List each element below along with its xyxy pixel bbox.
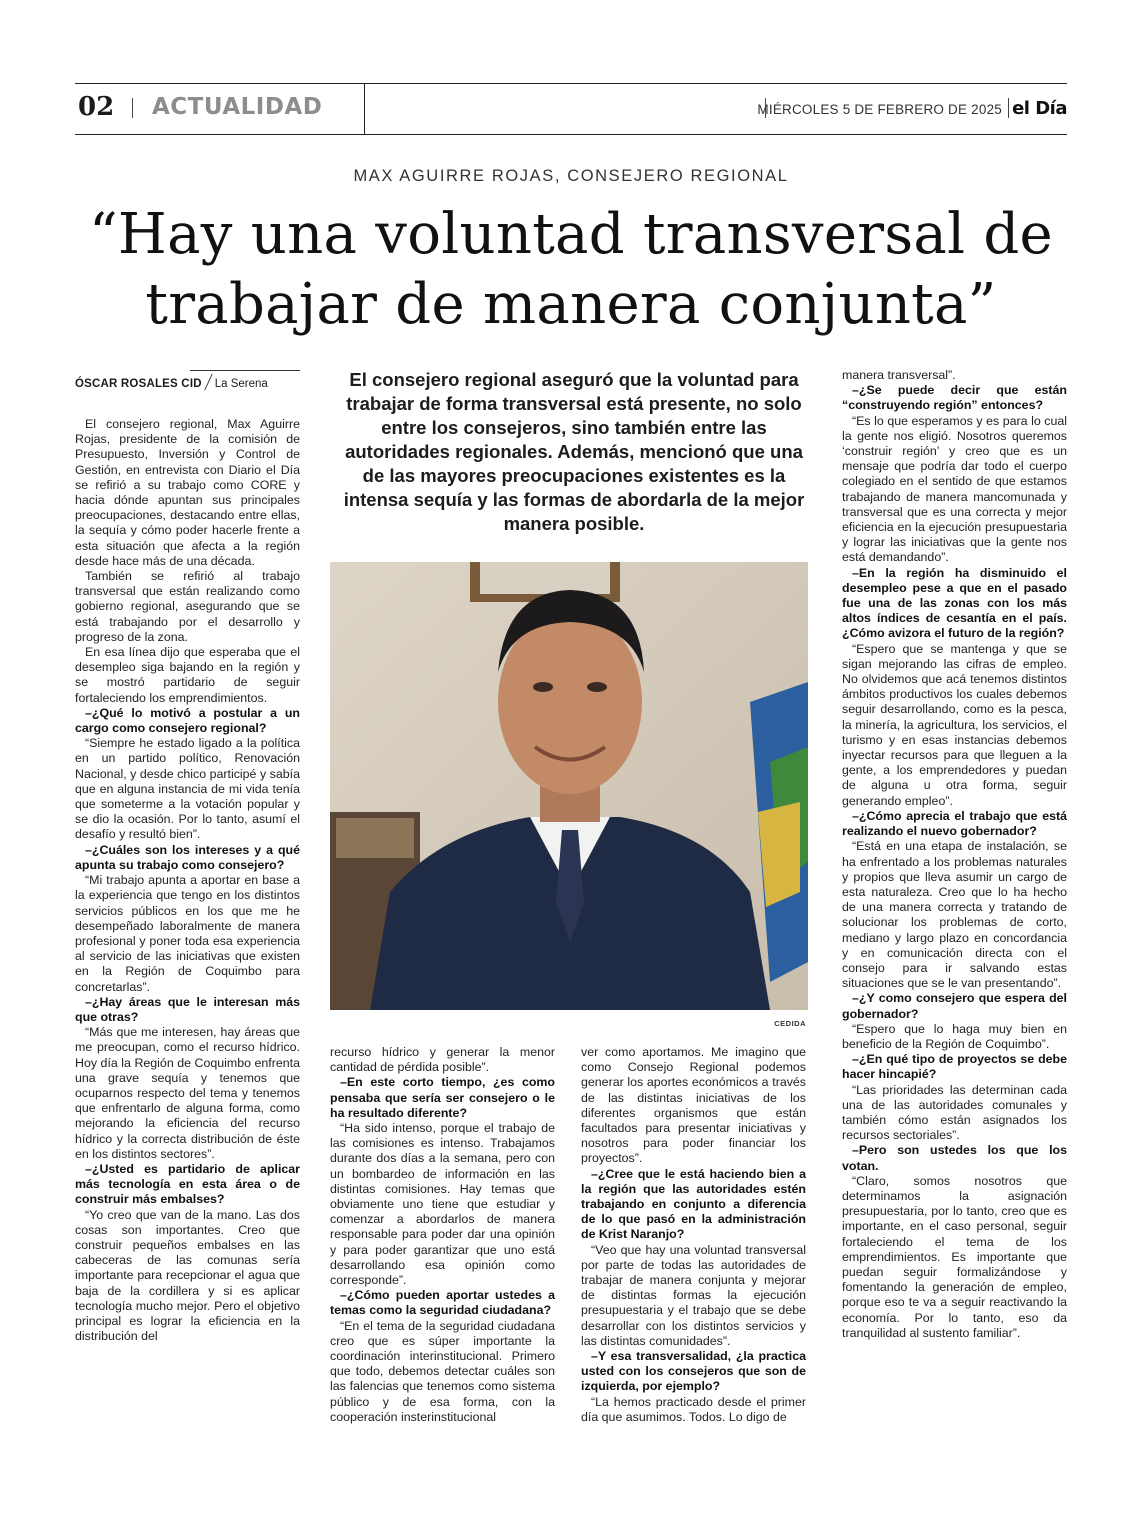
- body-paragraph: “Las prioridades las determinan cada una de las autoridades comunales y también cómo están asignados los recursos sectoriales”.: [842, 1082, 1067, 1143]
- section-label: ACTUALIDAD: [152, 94, 323, 120]
- interview-question: –En la región ha disminuido el desempleo pese a que en el pasado fue una de las zonas con los más altos índices de cesantía en el país. ¿Cómo avizora el futuro de la región?: [842, 565, 1067, 641]
- body-paragraph: “Ha sido intenso, porque el trabajo de las comisiones es intenso. Trabajamos durante dos días a la semana, pero con un bombardeo de información en las distintas comisiones. Hay temas que obviamente uno tiene que estudiar y comenzar a abordarlos de manera responsable para poder dar una opinión y para poder garantizar que uno está desarrollando esa opinión como corresponde”.: [330, 1121, 555, 1288]
- body-paragraph: “Siempre he estado ligado a la política en un partido político, Renovación Nacional, y desde chico participé y sabía que en alguna instancia de mi vida tenía que someterme a la votación popular y se dio la ocasión. Por lo tanto, asumí el desafío y resultó bien”.: [75, 736, 300, 842]
- body-paragraph: “Claro, somos nosotros que determinamos la asignación presupuestaria, por lo tanto, creo que es importante, en el caso personal, seguir fortaleciendo el tema de los emprendimientos. Es importante que puedan seguir formalizándose y fomentando la generación de empleo, porque eso te va a seguir reactivando la economía. Por lo tanto, eso da tranquilidad al sustento familiar”.: [842, 1173, 1067, 1340]
- header-separator: [1008, 98, 1009, 118]
- interview-question: –¿Se puede decir que están “construyendo región” entonces?: [842, 383, 1067, 413]
- interviewee-photo: [330, 562, 808, 1010]
- body-paragraph: También se refirió al trabajo transversal que están realizando como gobierno regional, asegurando que se está trabajando por el desarrollo y progreso de la zona.: [75, 569, 300, 644]
- portrait-illustration: [330, 562, 808, 1010]
- byline: [75, 374, 268, 390]
- body-paragraph: “Mi trabajo apunta a aportar en base a la experiencia que tengo en los distintos servicios públicos en los que me he desempeñado laboralmente de manera profesional y poner toda esa experiencia al servicio de las iniciativas que existen en la Región de Coquimbo para concretarlas”.: [75, 873, 300, 994]
- interview-question: –¿Usted es partidario de aplicar más tecnología en esta área o de construir más embalses?: [75, 1161, 300, 1207]
- byline-rule: [190, 370, 300, 371]
- author-name: ÓSCAR ROSALES CID: [75, 378, 202, 390]
- newspaper-logo: el Día: [1012, 98, 1067, 119]
- interview-question: –En este corto tiempo, ¿es como pensaba que sería ser consejero o le ha resultado diferente?: [330, 1075, 555, 1120]
- interview-question: –¿Y como consejero que espera del gobernador?: [842, 991, 1067, 1021]
- body-paragraph: El consejero regional, Max Aguirre Rojas, presidente de la comisión de Presupuesto, Inversión y Control de Gestión, en entrevista con Diario el Día se refirió a su trabajo como CORE y hacia dónde apuntan sus principales preocupaciones, destacando entre ellas, la sequía y cómo poder hacerle frente a esta situación que afecta a la región desde hace más de una década.: [75, 417, 300, 568]
- text-column-3: [581, 1045, 806, 1425]
- text-column-2: [330, 1045, 555, 1425]
- interview-question: –¿En qué tipo de proyectos se debe hacer hincapié?: [842, 1052, 1067, 1082]
- body-paragraph: recurso hídrico y generar la menor cantidad de pérdida posible”.: [330, 1045, 555, 1075]
- header-divider: [364, 84, 365, 134]
- interview-question: –¿Cuáles son los intereses y a qué apunta su trabajo como consejero?: [75, 842, 300, 872]
- body-paragraph: “Veo que hay una voluntad transversal por parte de todas las autoridades de trabajar de manera conjunta y mejorar de distintas formas la ejecución presupuestaria y el trabajo que se debe desarrollar con los distintos servicios y las distintas comunidades”.: [581, 1242, 806, 1348]
- body-paragraph: “Espero que se mantenga y que se sigan mejorando las cifras de empleo. No olvidemos que acá tenemos distintos ámbitos productivos los cuales debemos seguir desarrollando, como es la pesca, la minería, la agricultura, los servicios, el turismo y en esas instancias debemos inyectar recursos para que lleguen a la gente, a los emprendedores y puedan de alguna u otra forma, seguir generando empleo”.: [842, 641, 1067, 808]
- interview-question: –Pero son ustedes los que los votan.: [842, 1143, 1067, 1173]
- body-paragraph: “En el tema de la seguridad ciudadana creo que es súper importante la coordinación interinstitucional. Primero que todo, debemos detectar cuáles son las falencias que tenemos como sistema público y de esa forma, con la cooperación insterinstitucional: [330, 1318, 555, 1424]
- body-paragraph: “Está en una etapa de instalación, se ha enfrentado a los problemas naturales y propios que lleva asumir un cargo de esta naturaleza. Creo que lo ha hecho de una manera correcta y tratando de solucionar los problemas de corto, mediano y largo plazo en concordancia y en comunicación directa con el consejo para ir salvando estas situaciones que se le van presentando”.: [842, 839, 1067, 991]
- article-deck: El consejero regional aseguró que la voluntad para trabajar de forma transversal está presente, no solo entre los consejeros, sino también entre las autoridades regionales. Además, mencionó que una de las mayores preocupaciones existentes es la intensa sequía y las formas de abordarla de la mejor manera posible.: [343, 369, 805, 534]
- interview-question: –¿Cree que le está haciendo bien a la región que las autoridades estén trabajando en conjunto a diferencia de lo que pasó en la administración de Krist Naranjo?: [581, 1166, 806, 1242]
- photo-credit: CEDIDA: [774, 1019, 806, 1028]
- page-number: 02: [78, 92, 115, 122]
- body-paragraph: “Yo creo que van de la mano. Las dos cosas son importantes. Creo que construir pequeños embalses en las cabeceras de las comunas sería importante para recepcionar el agua que baja de la cordillera y si es aplicar tecnología mucho mejor. Pero el objetivo principal es lograr la eficiencia en la distribución del: [75, 1207, 300, 1344]
- header-top-rule: [75, 83, 1067, 84]
- byline-slash: [204, 374, 212, 390]
- headline: “Hay una voluntad transversal de trabajar de manera conjunta”: [89, 202, 1053, 337]
- text-column-1: [75, 417, 300, 1344]
- interview-question: –Y esa transversalidad, ¿la practica usted con los consejeros que son de izquierda, por ejemplo?: [581, 1349, 806, 1394]
- body-paragraph: manera transversal”.: [842, 368, 956, 382]
- issue-date: MIÉRCOLES 5 DE FEBRERO DE 2025: [757, 102, 1002, 117]
- header-separator: [132, 98, 133, 118]
- header-bottom-rule: [75, 134, 1067, 135]
- interview-question: –¿Hay áreas que le interesan más que otras?: [75, 994, 300, 1024]
- body-paragraph: En esa línea dijo que esperaba que el desempleo siga bajando en la región y se mostró partidario de seguir fortaleciendo los emprendimientos.: [75, 645, 300, 705]
- interview-question: –¿Cómo pueden aportar ustedes a temas como la seguridad ciudadana?: [330, 1288, 555, 1318]
- body-paragraph: “Espero que lo haga muy bien en beneficio de la Región de Coquimbo”.: [842, 1021, 1067, 1051]
- author-location: La Serena: [214, 378, 268, 390]
- text-column-4: [842, 368, 1067, 1341]
- body-paragraph: “La hemos practicado desde el primer día que asumimos. Todos. Lo digo de: [581, 1394, 806, 1424]
- body-paragraph: “Más que me interesen, hay áreas que me preocupan, como el recurso hídrico. Hoy día la Región de Coquimbo enfrenta una grave sequía y tenemos que ocuparnos respecto del tema y tenemos que enfrentarlo de alguna forma, como mejorando la eficiencia del recurso hídrico y la correcta distribución de éste en los distintos sectores”.: [75, 1025, 300, 1161]
- interview-question: –¿Qué lo motivó a postular a un cargo como consejero regional?: [75, 705, 300, 736]
- body-paragraph: “Es lo que esperamos y es para lo cual la gente nos eligió. Nosotros queremos ‘construir región’ y creo que es un mensaje que podría dar todo el cuerpo colegiado en el sentido de que estamos trabajando de manera mancomunada y transversal que es una correcta y mejor eficiencia en la ejecución presupuestaria y lograr las iniciativas que la gente nos está demandando”.: [842, 413, 1067, 565]
- body-paragraph: ver como aportamos. Me imagino que como Consejo Regional podemos generar los aportes económicos a través de las distintas iniciativas de los diferentes organismos que están facultados para presentar iniciativas y nosotros para poder financiar los proyectos”.: [581, 1045, 806, 1166]
- interview-question: –¿Cómo aprecia el trabajo que está realizando el nuevo gobernador?: [842, 808, 1067, 839]
- kicker: MAX AGUIRRE ROJAS, CONSEJERO REGIONAL: [353, 167, 789, 185]
